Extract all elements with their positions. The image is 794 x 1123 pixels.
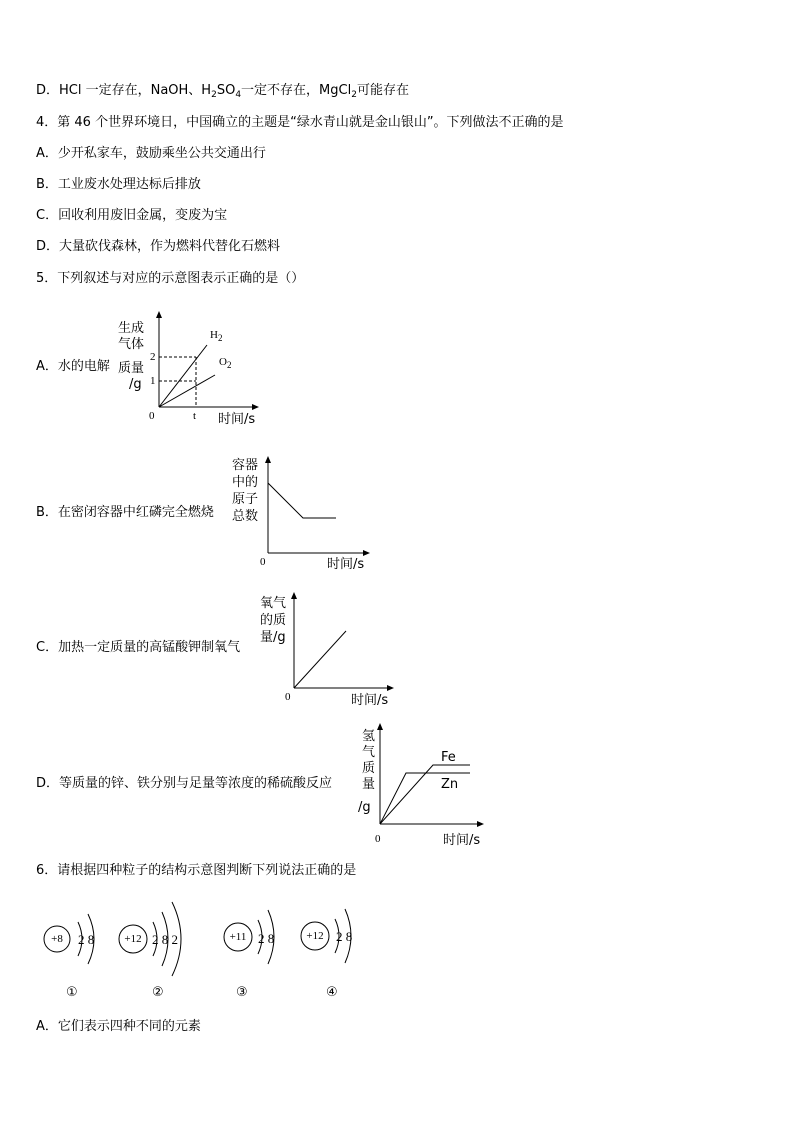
particle-3-nucleus-charge: +11 <box>229 931 247 943</box>
q5a-origin: 0 <box>149 410 155 422</box>
q5b-ylabel-1: 容器 <box>232 458 259 473</box>
q5d-origin: 0 <box>375 833 381 845</box>
q5c-ylabel-2: 的质 <box>260 613 287 628</box>
q5a-ylabel-3: 质量 <box>118 361 145 376</box>
q5a-yunit: /g <box>129 377 142 392</box>
q5a-tick-1: 1 <box>150 375 156 387</box>
q5b-ylabel-4: 总数 <box>232 509 259 524</box>
particle-1-shells: 2 8 <box>78 932 95 947</box>
q6-stem: 6．请根据四种粒子的结构示意图判断下列说法正确的是 <box>36 863 357 878</box>
q5c-ylabel-3: 量/g <box>260 630 286 645</box>
q5b-origin: 0 <box>260 556 266 568</box>
q5-option-b-text: B．在密闭容器中红磷完全燃烧 <box>36 505 214 520</box>
q5c-xlabel: 时间/s <box>351 693 389 708</box>
q5c-origin: 0 <box>285 691 291 703</box>
q5d-ylabel-3: 质 <box>362 761 376 776</box>
particle-1-label: ① <box>66 985 78 1000</box>
q5d-ylabel-5: /g <box>358 800 371 815</box>
q5d-ylabel-2: 气 <box>362 745 376 760</box>
particle-2-nucleus-charge: +12 <box>124 933 142 945</box>
q5d-fe-label: Fe <box>441 750 456 765</box>
q4-option-b: B．工业废水处理达标后排放 <box>36 177 201 192</box>
q3-option-d: D．HCl 一定存在，NaOH、$H_2SO_4$一定不存在，MgCl$_2$可能存在 <box>36 83 409 100</box>
q4-stem: 4．第 46 个世界环境日，中国确立的主题是“绿水青山就是金山银山”。下列做法不正确的是 <box>36 115 564 130</box>
q4-option-d: D．大量砍伐森林，作为燃料代替化石燃料 <box>36 239 281 254</box>
q5c-ylabel-1: 氧气 <box>260 596 287 611</box>
particle-4-label: ④ <box>326 985 338 1000</box>
q5d-xlabel: 时间/s <box>443 833 481 848</box>
q5b-xlabel: 时间/s <box>327 557 365 572</box>
q5b-ylabel-2: 中的 <box>232 475 259 490</box>
q5a-h2-label: $H_2$ <box>210 329 223 343</box>
q5d-ylabel-1: 氢 <box>362 729 376 744</box>
q5-option-a-text: A．水的电解 <box>36 359 110 374</box>
particle-1-nucleus-charge: +8 <box>51 933 63 945</box>
q5d-zn-label: Zn <box>441 777 459 792</box>
particle-3-shells: 2 8 <box>258 931 275 946</box>
q5-option-c-text: C．加热一定质量的高锰酸钾制氧气 <box>36 640 241 655</box>
q5a-tick-t: t <box>193 410 197 422</box>
q5a-o2-label: $O_2$ <box>219 356 232 370</box>
particle-2-shells: 2 8 2 <box>152 932 178 947</box>
q4-option-a: A．少开私家车，鼓励乘坐公共交通出行 <box>36 146 266 161</box>
q5a-tick-2: 2 <box>150 351 156 363</box>
particle-4-nucleus-charge: +12 <box>306 930 324 942</box>
q5a-ylabel-2: 气体 <box>118 337 145 352</box>
q6-option-a: A．它们表示四种不同的元素 <box>36 1019 201 1034</box>
q5b-ylabel-3: 原子 <box>232 492 259 507</box>
particle-3-label: ③ <box>236 985 248 1000</box>
q5d-ylabel-4: 量 <box>362 777 376 792</box>
q5-stem: 5．下列叙述与对应的示意图表示正确的是（） <box>36 271 305 286</box>
particle-2-label: ② <box>152 985 164 1000</box>
q5a-ylabel-1: 生成 <box>118 321 145 336</box>
q4-option-c: C．回收利用废旧金属，变废为宝 <box>36 208 228 223</box>
q5a-xlabel: 时间/s <box>218 412 256 427</box>
q5-option-d-text: D．等质量的锌、铁分别与足量等浓度的稀硫酸反应 <box>36 776 333 791</box>
particle-4-shells: 2 8 <box>336 929 353 944</box>
